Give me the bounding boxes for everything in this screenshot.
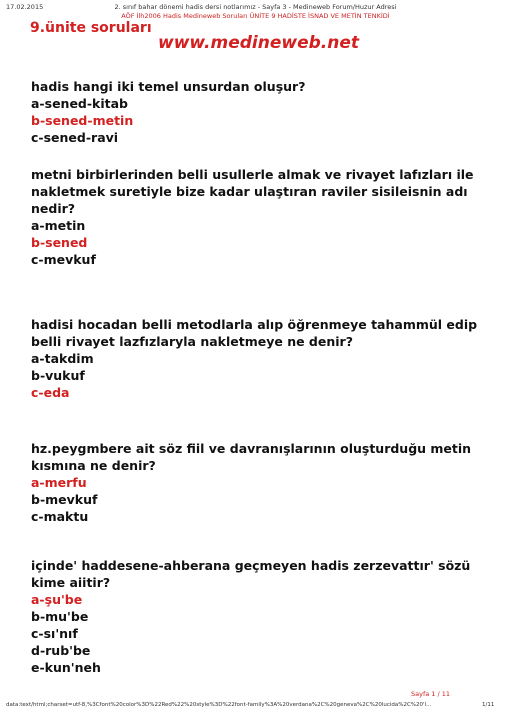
header-subtitle: AÖF İlh2006 Hadis Medineweb Soruları ÜNİTE 9 HADİSTE İSNAD VE METİN TENKİDİ [121, 12, 390, 20]
site-watermark[interactable]: www.medineweb.net [158, 33, 359, 53]
question-text: içinde' haddesene-ahberana geçmeyen hadis zerzevattır' sözü kime aiitir? [31, 558, 471, 590]
question-text: hadisi hocadan belli metodlarla alıp öğrenmeye tahammül edip belli rivayet lazfızlaryla nakletmeye ne denir? [31, 317, 478, 349]
answer-option: b-vukuf [31, 368, 85, 383]
header-date: 17.02.2015 [6, 3, 44, 11]
question-2 [31, 166, 481, 268]
page-indicator: Sayfa 1 / 11 [411, 690, 451, 698]
answer-option: e-kun'neh [31, 660, 101, 675]
question-4 [31, 440, 481, 525]
answer-option: c-maktu [31, 509, 89, 524]
answer-option: c-sı'nıf [31, 626, 78, 641]
answer-option-correct: a-şu'be [31, 592, 83, 607]
answer-option: d-rub'be [31, 643, 91, 658]
question-text: hz.peygmbere ait söz fiil ve davranışlarının oluşturduğu metin kısmına ne denir? [31, 441, 472, 473]
question-text: hadis hangi iki temel unsurdan oluşur? [31, 79, 306, 94]
answer-option-correct: c-eda [31, 385, 70, 400]
answer-option-correct: b-sened [31, 235, 88, 250]
question-5 [31, 557, 481, 676]
answer-option: a-sened-kitab [31, 96, 129, 111]
answer-option: c-mevkuf [31, 252, 96, 267]
answer-option: b-mevkuf [31, 492, 98, 507]
answer-option-correct: a-merfu [31, 475, 87, 490]
answer-option: b-mu'be [31, 609, 89, 624]
question-1 [31, 78, 481, 146]
answer-option: c-sened-ravi [31, 130, 119, 145]
answer-option: a-metin [31, 218, 86, 233]
question-3 [31, 316, 481, 401]
section-title: 9.ünite soruları [30, 20, 152, 36]
footer-url: data:text/html;charset=utf-8,%3Cfont%20color%3D%22Red%22%20style%3D%22font-family%3A%20verdana%2C%20geneva%2C%20lucida%2C%20'l... [6, 702, 432, 708]
answer-option: a-takdim [31, 351, 94, 366]
header-title: 2. sınıf bahar dönemi hadis dersi notlarımız - Sayfa 3 - Medineweb Forum/Huzur Adresi [114, 3, 397, 11]
footer-page-count: 1/11 [482, 702, 495, 708]
answer-option-correct: b-sened-metin [31, 113, 134, 128]
question-text: metni birbirlerinden belli usullerle almak ve rivayet lafızları ile nakletmek suretiyle bize kadar ulaştıran raviler sisileisnin adı nedir? [31, 167, 474, 216]
